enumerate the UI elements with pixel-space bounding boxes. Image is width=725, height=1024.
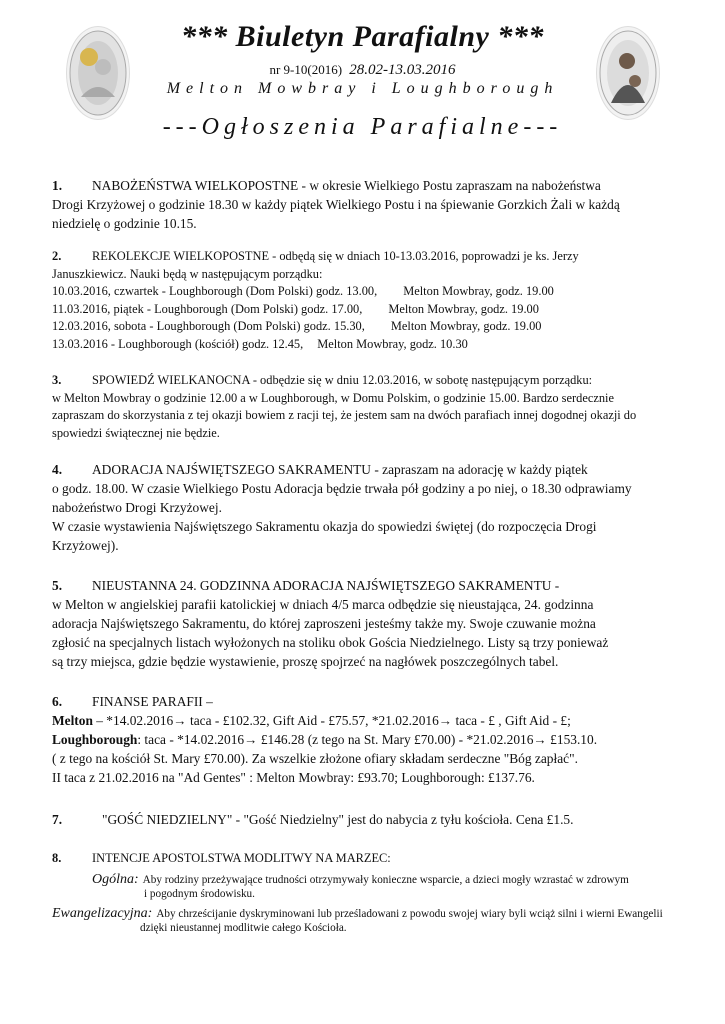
bulletin-title: *** Biuletyn Parafialny ***: [181, 20, 544, 53]
announcement-3: [52, 372, 682, 442]
text-line: Krzyżowej).: [52, 538, 119, 553]
item-number: 5.: [52, 578, 63, 593]
schedule-day: 13.03.2016 - Loughborough (kościół) godz. 12.45,: [52, 336, 304, 351]
intention-evangelization-text-cont: dzięki nieustannej modlitwie całego Kościoła.: [140, 922, 347, 934]
announcement-6: [52, 692, 682, 787]
announcements-heading: ---Ogłoszenia Parafialne---: [162, 114, 563, 140]
announcement-2: [52, 248, 682, 353]
schedule-melton: Melton Mowbray, godz. 19.00: [390, 319, 542, 333]
text-line: "GOŚĆ NIEDZIELNY" - "Gość Niedzielny" jest do nabycia z tyłu kościoła. Cena £1.5.: [102, 812, 574, 827]
section-heading: INTENCJE APOSTOLSTWA MODLITWY NA MARZEC:: [92, 851, 391, 865]
schedule-day: 11.03.2016, piątek - Loughborough (Dom Polski) godz. 17.00,: [52, 301, 363, 316]
melton-label: Melton: [52, 713, 93, 728]
item-number: 7.: [52, 812, 63, 827]
announcement-8: [52, 850, 682, 868]
intention-evangelization-label: Ewangelizacyjna:: [52, 906, 153, 921]
issue-dates: 28.02-13.03.2016: [349, 62, 456, 78]
text-line: spowiedzi świątecznej nie będzie.: [52, 425, 220, 440]
intention-evangelization-text: Aby chrześcijanie dyskryminowani lub prześladowani z powodu swojej wiary byli wciąż silni i wierni Ewangelii: [156, 908, 663, 920]
intention-general-label: Ogólna:: [92, 872, 139, 887]
schedule-melton: Melton Mowbray, godz. 19.00: [388, 301, 539, 316]
loughborough-label: Loughborough: [52, 732, 138, 747]
text-line: w Melton Mowbray o godzinie 12.00 a w Loughborough, w Domu Polskim, o godzinie 15.00. Bardzo serdecznie: [52, 390, 614, 405]
item-number: 1.: [52, 178, 63, 193]
item-number: 6.: [52, 694, 63, 709]
text-line: W czasie wystawienia Najświętszego Sakramentu okazja do spowiedzi świętej (do rozpoczęcia Drogi: [52, 519, 597, 534]
announcement-1: [52, 176, 682, 233]
announcement-7: [52, 810, 682, 829]
text-line: o godz. 18.00. W czasie Wielkiego Postu Adoracja będzie trwała pół godziny a po niej, o 18.30 odprawiamy: [52, 481, 632, 496]
loughborough-finance: : taca - *14.02.2016→ £146.28 (z tego na St. Mary £70.00) - *21.02.2016→ £153.10.: [137, 732, 598, 747]
schedule-melton: Melton Mowbray, godz. 10.30: [317, 336, 468, 351]
issue-line: [0, 62, 725, 79]
announcement-4: [52, 460, 682, 555]
text-line: zgłosić na specjalnych listach wyłożonych na stoliku obok Gościa Niedzielnego. Listy są trzy ponieważ: [52, 635, 609, 650]
item-number: 8.: [52, 851, 62, 865]
parish-place: Melton Mowbray i Loughborough: [166, 80, 559, 97]
intention-general-text: Aby rodziny przeżywające trudności otrzymywały konieczne wsparcie, a dzieci mogły wzrastać w zdrowym: [142, 874, 629, 886]
section-heading: FINANSE PARAFII –: [92, 694, 213, 709]
text-line: REKOLEKCJE WIELKOPOSTNE - odbędą się w dniach 10-13.03.2016, poprowadzi je ks. Jerzy: [92, 249, 579, 263]
text-line: NIEUSTANNA 24. GODZINNA ADORACJA NAJŚWIĘTSZEGO SAKRAMENTU -: [92, 578, 560, 593]
schedule-day: 12.03.2016, sobota - Loughborough (Dom Polski) godz. 15.30,: [52, 319, 365, 333]
issue-number: nr 9-10(2016): [269, 62, 343, 77]
schedule-day: 10.03.2016, czwartek - Loughborough (Dom Polski) godz. 13.00,: [52, 284, 378, 298]
intention-general-text-cont: i pogodnym środowisku.: [144, 888, 255, 900]
text-line: nabożeństwo Drogi Krzyżowej.: [52, 500, 222, 515]
text-line: są trzy miejsca, gdzie będzie wystawienie, proszę spojrzeć na nagłówek poszczególnych tabel.: [52, 654, 559, 669]
text-line: adoracja Najświętszego Sakramentu, do której zaproszeni jesteśmy także my. Swoje czuwanie można: [52, 616, 596, 631]
text-line: SPOWIEDŹ WIELKANOCNA - odbędzie się w dniu 12.03.2016, w sobotę następującym porządku:: [92, 373, 593, 387]
announcement-5: [52, 576, 682, 671]
text-line: zapraszam do skorzystania z tej okazji bowiem z racji tej, że jestem sam na dwóch parafiach innej dogodnej okazji do: [52, 408, 637, 422]
text-line: ( z tego na kościół St. Mary £70.00). Za wszelkie złożone ofiary składam serdeczne "Bóg zapłać".: [52, 751, 578, 766]
schedule-melton: Melton Mowbray, godz. 19.00: [403, 284, 554, 298]
text-line: II taca z 21.02.2016 na "Ad Gentes" : Melton Mowbray: £93.70; Loughborough: £137.76.: [52, 770, 535, 785]
text-line: Januszkiewicz. Nauki będą w następującym porządku:: [52, 266, 323, 281]
text-line: niedzielę o godzinie 10.15.: [52, 216, 197, 231]
intention-general: [92, 870, 712, 888]
item-number: 3.: [52, 373, 62, 387]
text-line: ADORACJA NAJŚWIĘTSZEGO SAKRAMENTU - zapraszam na adorację w każdy piątek: [92, 462, 588, 477]
text-line: w Melton w angielskiej parafii katolickiej w dniach 4/5 marca odbędzie się nieustająca, 24. godzinna: [52, 597, 594, 612]
item-number: 4.: [52, 462, 63, 477]
text-line: Drogi Krzyżowej o godzinie 18.30 w każdy piątek Wielkiego Postu i na śpiewanie Gorzkich Żali w każdą: [52, 197, 620, 212]
melton-finance: – *14.02.2016→ taca - £102.32, Gift Aid - £75.57, *21.02.2016→ taca - £ , Gift Aid - £;: [92, 713, 571, 728]
intention-evangelization: [52, 904, 722, 922]
item-number: 2.: [52, 249, 62, 263]
text-line: NABOŻEŃSTWA WIELKOPOSTNE - w okresie Wielkiego Postu zapraszam na nabożeństwa: [92, 178, 601, 193]
